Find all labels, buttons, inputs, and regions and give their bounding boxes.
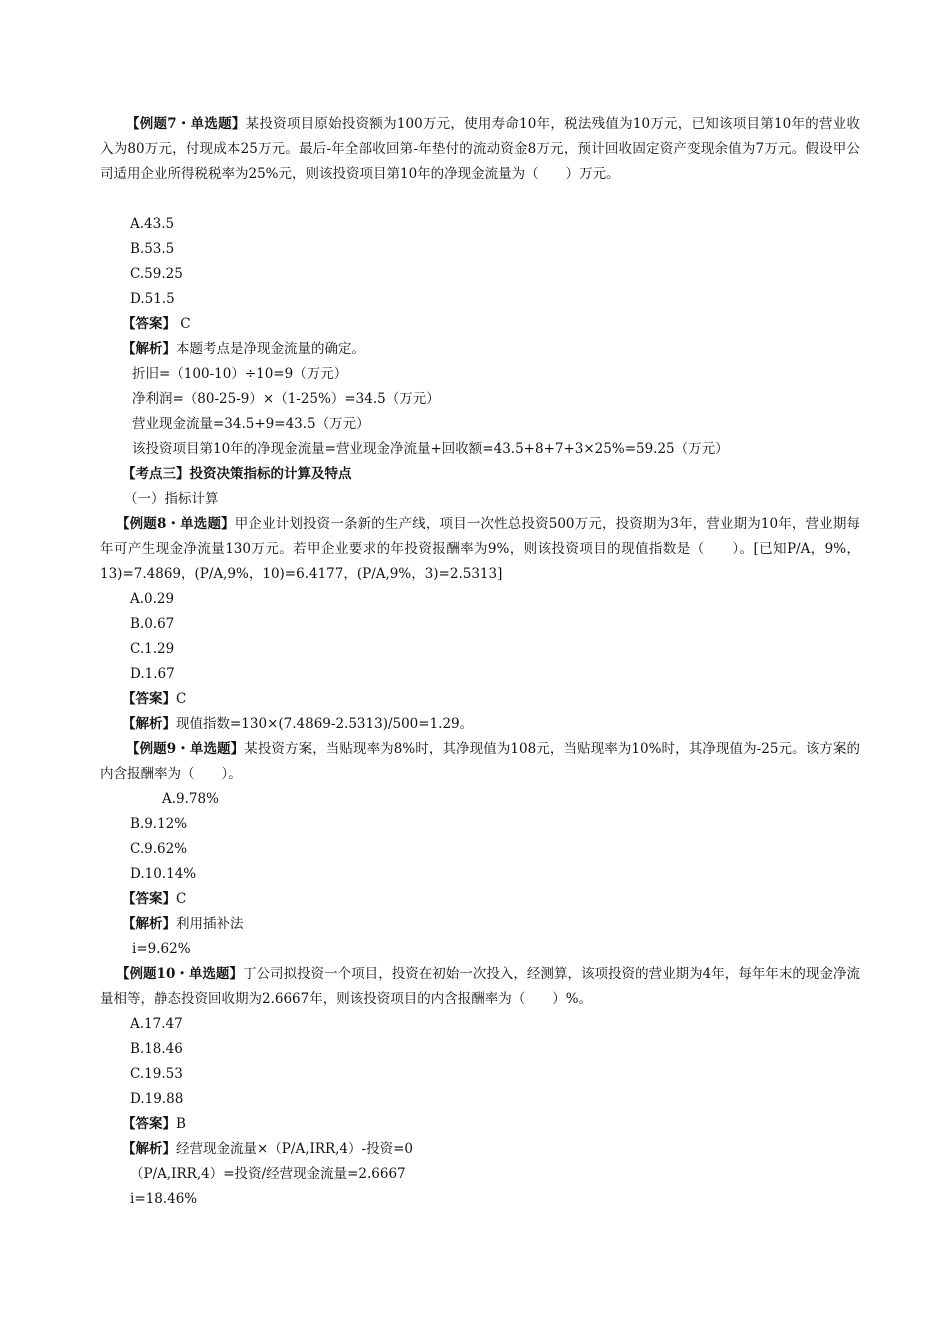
q10-stem	[100, 962, 860, 1012]
q10-answer-value: B	[176, 1116, 186, 1132]
q10-text: 丁公司拟投资一个项目，投资在初始一次投入，经测算，该项投资的营业期为4年，每年年末的现金净流量相等，静态投资回收期为2.6667年，则该投资项目的内含报酬率为（ ）%。	[100, 966, 860, 1007]
q8-answer-value: C	[176, 691, 187, 707]
q8-tag: 【例题8・单选题】	[116, 516, 235, 532]
q8-answer-tag: 【答案】	[122, 691, 176, 707]
q9-stem	[100, 737, 860, 787]
q10-analysis	[122, 1137, 413, 1162]
q10-analysis-text: 经营现金流量×（P/A,IRR,4）-投资=0	[176, 1141, 413, 1157]
q7-stem	[100, 112, 860, 187]
q7-tag: 【例题7・单选题】	[126, 116, 246, 132]
q8-analysis	[122, 712, 473, 737]
q8-option-c: C.1.29	[130, 641, 175, 657]
q9-option-b: B.9.12%	[130, 816, 188, 832]
q10-analysis-tag: 【解析】	[122, 1141, 176, 1157]
q9-tag: 【例题9・单选题】	[126, 741, 245, 757]
q7-answer	[122, 312, 191, 337]
q9-option-d: D.10.14%	[130, 866, 197, 882]
q8-option-a: A.0.29	[130, 591, 175, 607]
q8-analysis-tag: 【解析】	[122, 716, 176, 732]
q7-answer-tag: 【答案】	[122, 316, 176, 332]
q7-step-4: 该投资项目第10年的净现金流量=营业现金净流量+回收额=43.5+8+7+3×25%=59.25（万元）	[132, 441, 729, 457]
q7-option-b: B.53.5	[130, 241, 175, 257]
q9-option-a: A.9.78%	[162, 791, 219, 807]
q7-option-a: A.43.5	[130, 216, 175, 232]
q8-stem	[100, 512, 860, 587]
q7-option-c: C.59.25	[130, 266, 183, 282]
q8-option-b: B.0.67	[130, 616, 175, 632]
q10-option-c: C.19.53	[130, 1066, 183, 1082]
q9-answer-tag: 【答案】	[122, 891, 176, 907]
q10-step-2: i=18.46%	[130, 1191, 198, 1207]
q9-option-c: C.9.62%	[130, 841, 188, 857]
q8-option-d: D.1.67	[130, 666, 175, 682]
section-subheading: （一）指标计算	[124, 491, 219, 507]
q7-step-3: 营业现金流量=34.5+9=43.5（万元）	[132, 416, 370, 432]
q7-option-d: D.51.5	[130, 291, 175, 307]
q10-tag: 【例题10・单选题】	[116, 966, 243, 982]
q10-option-d: D.19.88	[130, 1091, 184, 1107]
q10-answer	[122, 1112, 186, 1137]
q9-text: 某投资方案，当贴现率为8%时，其净现值为108元，当贴现率为10%时，其净现值为-25元。该方案的内含报酬率为（ ）。	[100, 741, 860, 782]
q8-text: 甲企业计划投资一条新的生产线，项目一次性总投资500万元，投资期为3年，营业期为10年，营业期每年可产生现金净流量130万元。若甲企业要求的年投资报酬率为9%，则该投资项目的现值指数是（ ）。[已知P/A，9%，13)=7.4869，(P/A,9%，10)=6.4177，(P/A,9%，3)=2.5313]	[100, 516, 860, 582]
q9-analysis-tag: 【解析】	[122, 916, 176, 932]
q9-analysis	[122, 912, 244, 937]
section-heading: 【考点三】投资决策指标的计算及特点	[122, 466, 352, 482]
q9-answer-value: C	[176, 891, 187, 907]
q10-step-1: （P/A,IRR,4）=投资/经营现金流量=2.6667	[130, 1166, 406, 1182]
q7-step-1: 折旧=（100-10）÷10=9（万元）	[132, 366, 348, 382]
q7-answer-value: C	[176, 316, 191, 332]
q10-option-b: B.18.46	[130, 1041, 183, 1057]
q8-answer	[122, 687, 186, 712]
q9-step-1: i=9.62%	[132, 941, 191, 957]
q7-step-2: 净利润=（80-25-9）×（1-25%）=34.5（万元）	[132, 391, 440, 407]
q9-analysis-text: 利用插补法	[176, 916, 244, 932]
q10-option-a: A.17.47	[130, 1016, 183, 1032]
q7-analysis-text: 本题考点是净现金流量的确定。	[176, 341, 365, 357]
q9-answer	[122, 887, 186, 912]
q7-text: 某投资项目原始投资额为100万元，使用寿命10年，税法残值为10万元，已知该项目第10年的营业收入为80万元，付现成本25万元。最后-年全部收回第-年垫付的流动资金8万元，预计回收固定资产变现余值为7万元。假设甲公司适用企业所得税税率为25%元，则该投资项目第10年的净现金流量为（ ）万元。	[100, 116, 860, 182]
q7-analysis	[122, 337, 365, 362]
q10-answer-tag: 【答案】	[122, 1116, 176, 1132]
q7-analysis-tag: 【解析】	[122, 341, 176, 357]
q8-analysis-text: 现值指数=130×(7.4869-2.5313)/500=1.29。	[176, 716, 474, 732]
